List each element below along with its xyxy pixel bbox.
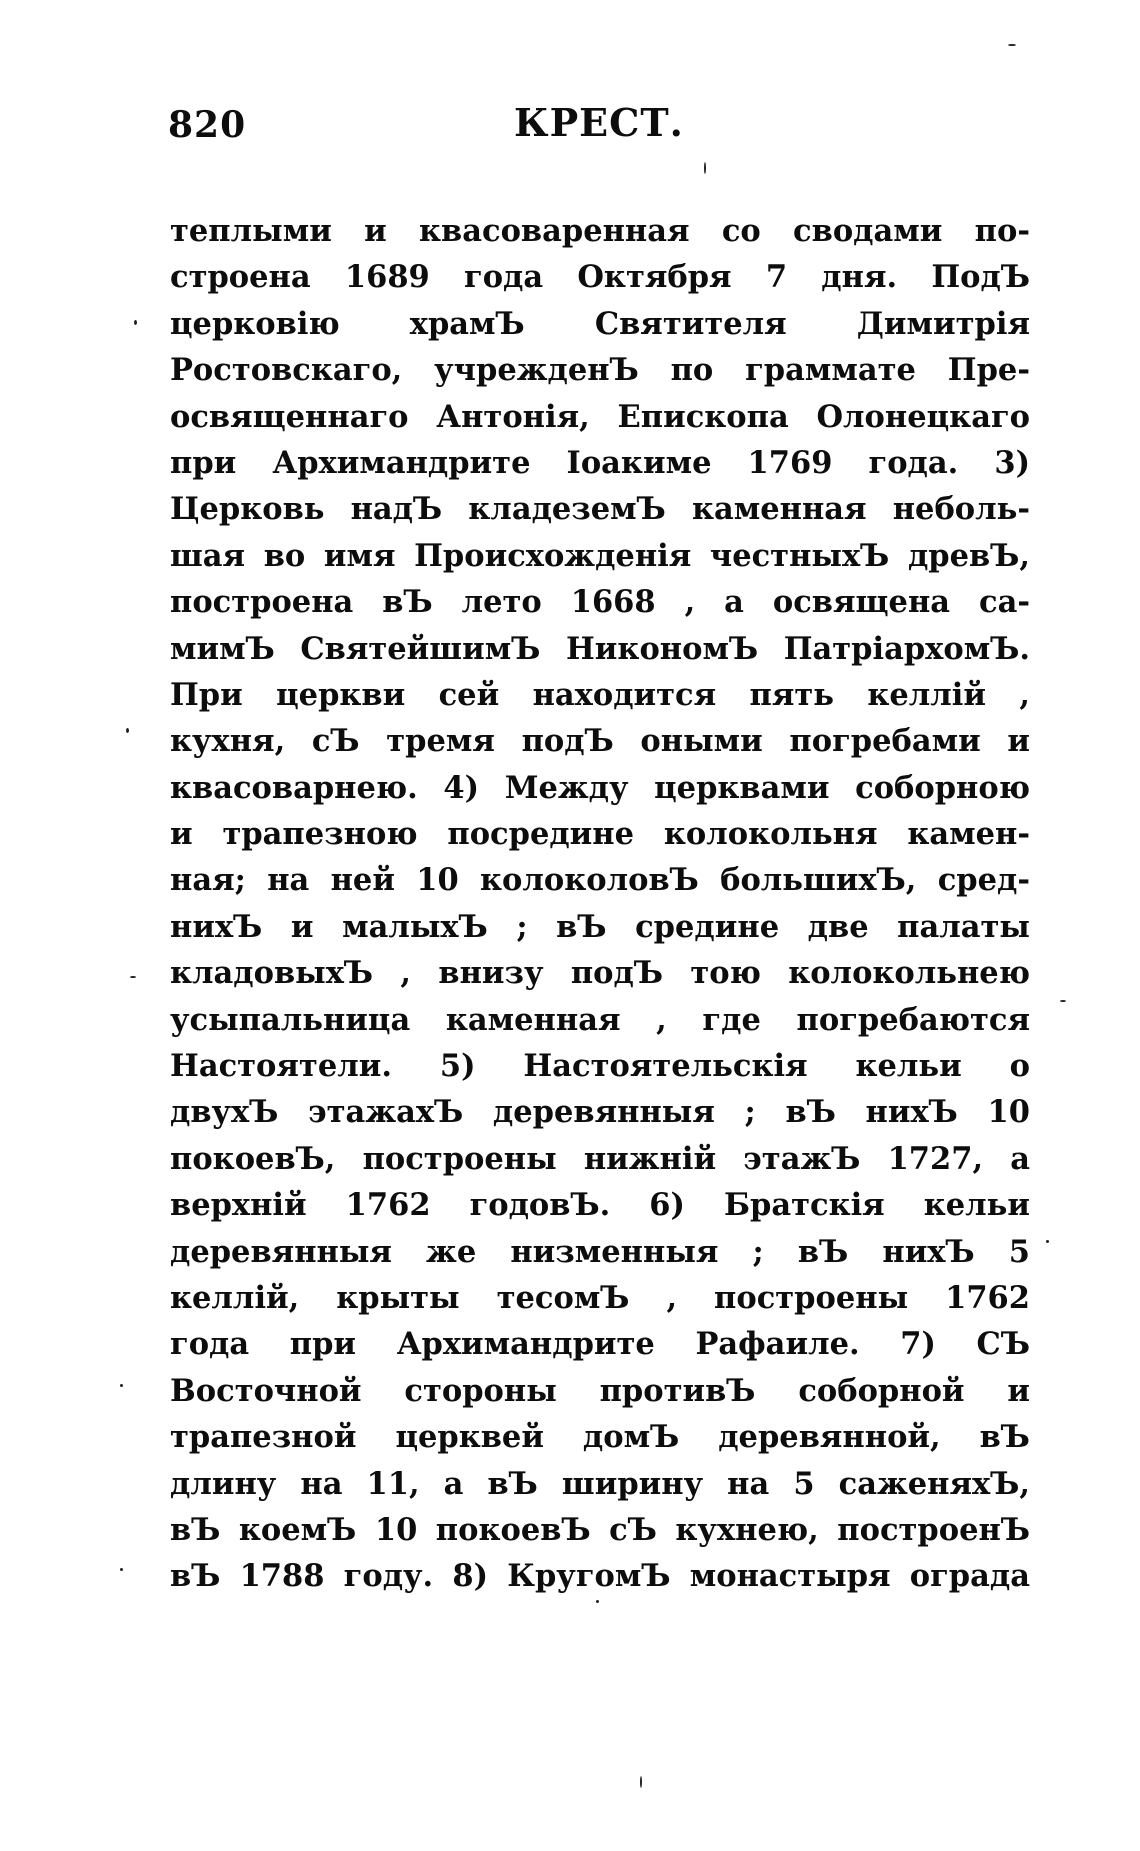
text-line: длину на 11, а вЪ ширину на 5 саженяхЪ,: [170, 1465, 1030, 1502]
text-line: двухЪ этажахЪ деревянныя ; вЪ нихЪ 10: [170, 1094, 1030, 1131]
scan-speck: [1046, 1240, 1049, 1243]
text-line: нихЪ и малыхЪ ; вЪ средине две палаты: [170, 908, 1030, 945]
text-line: Настоятели. 5) Настоятельскія кельи о: [170, 1048, 1030, 1085]
text-line: освященнаго Антонія, Епископа Олонецкаго: [170, 398, 1030, 435]
page-header: [168, 100, 1028, 160]
text-line: кладовыхЪ , внизу подЪ тою колокольнею: [170, 955, 1030, 992]
text-line: При церкви сей находится пять келлій ,: [170, 676, 1030, 713]
text-line: Церковь надЪ кладеземЪ каменная неболь-: [170, 491, 1030, 528]
scan-speck: [130, 976, 136, 978]
scan-speck: [120, 1568, 123, 1571]
text-line: при Архимандрите Іоакиме 1769 года. 3): [170, 444, 1030, 481]
text-line: года при Архимандрите Рафаиле. 7) СЪ: [170, 1326, 1030, 1363]
text-line: кухня, сЪ тремя подЪ оными погребами и: [170, 723, 1030, 760]
text-line: покоевЪ, построены нижній этажЪ 1727, а: [170, 1140, 1030, 1177]
text-line: трапезной церквей домЪ деревянной, вЪ: [170, 1419, 1030, 1456]
scan-speck: [596, 1600, 599, 1603]
page-number: 820: [168, 104, 247, 146]
scan-speck: [1060, 1000, 1066, 1002]
text-line: строена 1689 года Октября 7 дня. ПодЪ: [170, 259, 1030, 296]
text-line: ная; на ней 10 колоколовЪ большихЪ, сред-: [170, 862, 1030, 899]
text-line: Ростовскаго, учрежденЪ по граммате Пре-: [170, 352, 1030, 389]
text-line: деревянныя же низменныя ; вЪ нихЪ 5: [170, 1233, 1030, 1270]
text-line: Восточной стороны противЪ соборной и: [170, 1372, 1030, 1409]
text-line: мимЪ СвятейшимЪ НикономЪ ПатріархомЪ.: [170, 630, 1030, 667]
scan-speck: [704, 162, 706, 174]
text-line: квасоварнею. 4) Между церквами соборною: [170, 769, 1030, 806]
text-line: вЪ коемЪ 10 покоевЪ сЪ кухнею, построенЪ: [170, 1511, 1030, 1548]
scan-speck: [120, 1384, 123, 1387]
text-line: и трапезною посредине колокольня камен-: [170, 816, 1030, 853]
text-line: вЪ 1788 году. 8) КругомЪ монастыря ограда: [170, 1558, 1030, 1595]
text-line: церковію храмЪ Святителя Димитрія: [170, 305, 1030, 342]
scan-speck: [126, 728, 129, 733]
text-line: построена вЪ лето 1668 , а освящена са-: [170, 584, 1030, 621]
text-line: усыпальница каменная , где погребаются: [170, 1001, 1030, 1038]
text-line: верхній 1762 годовЪ. 6) Братскія кельи: [170, 1187, 1030, 1224]
scan-speck: [134, 320, 137, 325]
text-line: теплыми и квасоваренная со сводами по-: [170, 213, 1030, 249]
scan-speck: [1008, 44, 1016, 46]
text-line: келлій, крыты тесомЪ , построены 1762: [170, 1279, 1030, 1316]
running-title: КРЕСТ.: [514, 100, 684, 145]
text-line: шая во имя Происхожденія честныхЪ древЪ,: [170, 537, 1030, 574]
scan-speck: [640, 1776, 642, 1788]
body-text: [170, 208, 1030, 1600]
